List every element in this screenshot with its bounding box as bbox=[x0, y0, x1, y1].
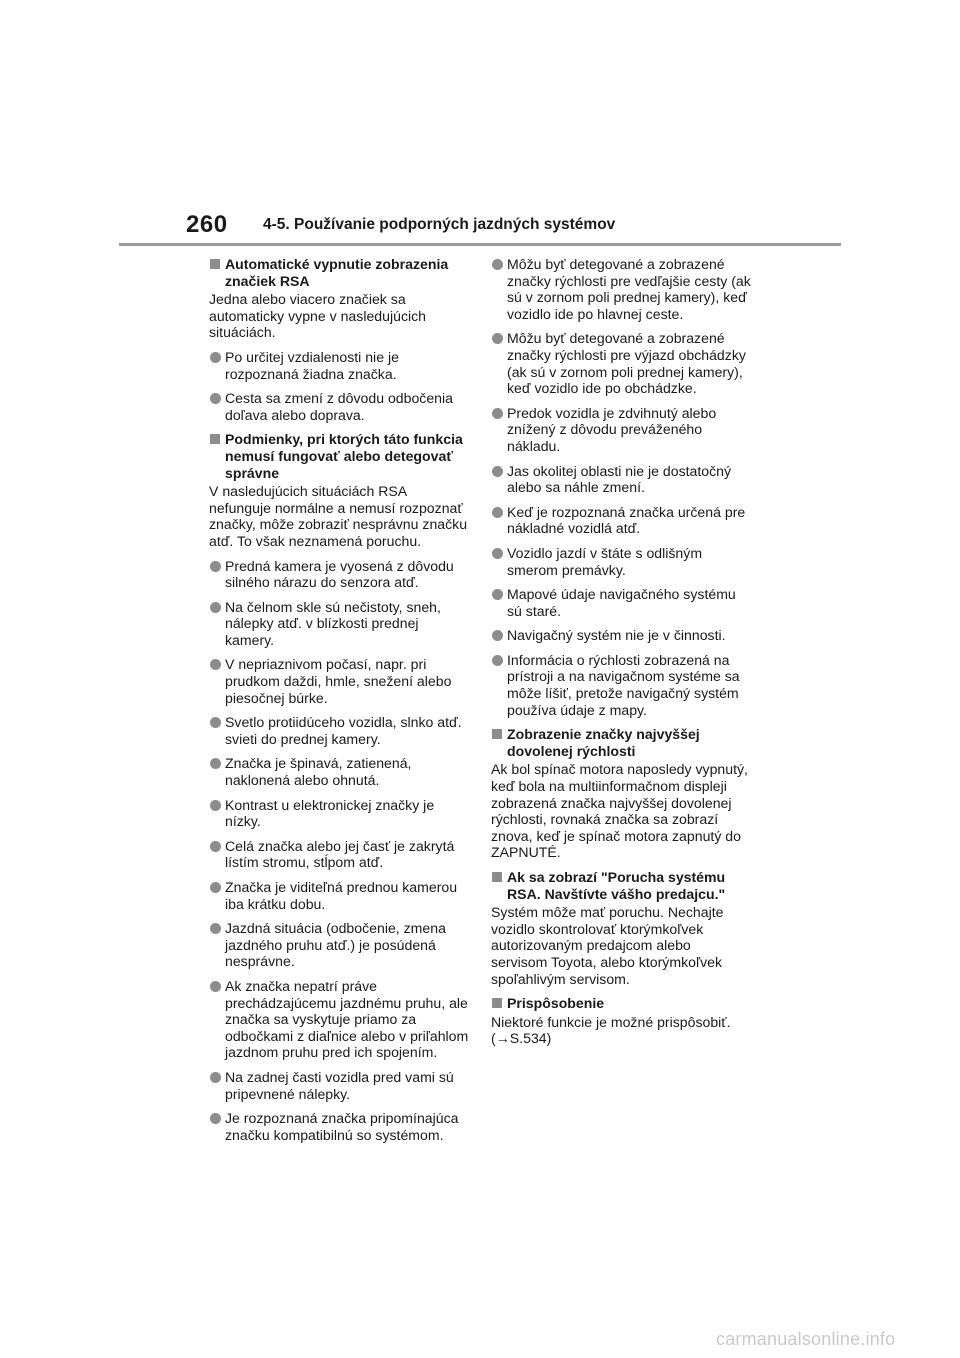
circle-bullet-icon bbox=[492, 333, 503, 344]
bullet-item bbox=[491, 545, 751, 578]
bullet-item bbox=[491, 405, 751, 455]
circle-bullet-icon bbox=[210, 1113, 221, 1124]
bullet-text: Je rozpoznaná značka pripomínajúca značku kompatibilnú so systémom. bbox=[225, 1110, 459, 1143]
section-heading bbox=[491, 726, 751, 759]
bullet-text: Môžu byť detegované a zobrazené značky rýchlosti pre výjazd obchádzky (ak sú v zornom poli prednej kamery), keď vozidlo ide po obchádzke. bbox=[507, 330, 746, 397]
heading-text: Podmienky, pri ktorých táto funkcia nemusí fungovať alebo detegovať správne bbox=[225, 431, 463, 481]
square-bullet-icon bbox=[210, 259, 220, 269]
circle-bullet-icon bbox=[492, 548, 503, 559]
bullet-item bbox=[491, 463, 751, 496]
bullet-text: Ak značka nepatrí práve prechádzajúcemu jazdnému pruhu, ale značka sa vyskytuje priamo za odbočkami z diaľnice alebo v priľahlom jazdnom pruhu pred ich spojením. bbox=[225, 977, 469, 1061]
bullet-text: Jazdná situácia (odbočenie, zmena jazdného pruhu atď.) je posúdená nesprávne. bbox=[225, 920, 446, 970]
circle-bullet-icon bbox=[210, 393, 221, 404]
circle-bullet-icon bbox=[492, 589, 503, 600]
bullet-item bbox=[209, 390, 469, 423]
circle-bullet-icon bbox=[210, 717, 221, 728]
circle-bullet-icon bbox=[210, 882, 221, 893]
bullet-text: V nepriaznivom počasí, napr. pri prudkom daždi, hmle, snežení alebo piesočnej búrke. bbox=[225, 656, 452, 706]
bullet-text: Jas okolitej oblasti nie je dostatočný alebo sa náhle zmení. bbox=[507, 462, 732, 496]
bullet-item bbox=[209, 838, 469, 871]
para-text: V nasledujúcich situáciách RSA nefunguje normálne a nemusí rozpoznať značky, môže zobraziť nesprávnu značku atď. To však neznamená poruchu. bbox=[209, 483, 468, 549]
bullet-text: Značka je viditeľná prednou kamerou iba krátku dobu. bbox=[225, 879, 458, 912]
circle-bullet-icon bbox=[210, 923, 221, 934]
bullet-item bbox=[209, 797, 469, 830]
section-heading bbox=[209, 256, 469, 289]
bullet-item bbox=[209, 1069, 469, 1102]
heading-text: Zobrazenie značky najvyššej dovolenej rýchlosti bbox=[507, 726, 700, 759]
bullet-item bbox=[491, 330, 751, 396]
circle-bullet-icon bbox=[210, 659, 221, 670]
para-text: Jedna alebo viacero značiek sa automaticky vypne v nasledujúcich situáciách. bbox=[209, 291, 427, 341]
bullet-text: Kontrast u elektronickej značky je nízky. bbox=[225, 796, 435, 830]
bullet-item bbox=[209, 920, 469, 970]
paragraph bbox=[209, 291, 469, 341]
circle-bullet-icon bbox=[210, 800, 221, 811]
square-bullet-icon bbox=[492, 998, 502, 1008]
square-bullet-icon bbox=[492, 729, 502, 739]
para-text: Niektoré funkcie je možné prispôsobiť. (→S.534) bbox=[491, 1013, 731, 1047]
circle-bullet-icon bbox=[492, 259, 503, 270]
circle-bullet-icon bbox=[492, 466, 503, 477]
bullet-text: Predná kamera je vyosená z dôvodu silného nárazu do senzora atď. bbox=[225, 557, 454, 591]
bullet-item bbox=[491, 504, 751, 537]
bullet-text: Svetlo protiidúceho vozidla, slnko atď. svieti do prednej kamery. bbox=[225, 714, 462, 747]
bullet-text: Informácia o rýchlosti zobrazená na prístroji a na navigačnom systéme sa môže líšiť, pretože navigačný systém používa údaje z mapy. bbox=[507, 651, 740, 718]
page-number: 260 bbox=[186, 211, 228, 238]
header-divider bbox=[119, 243, 841, 246]
bullet-text: Keď je rozpoznaná značka určená pre nákladné vozidlá atď. bbox=[507, 503, 746, 537]
bullet-item bbox=[209, 755, 469, 788]
section-title: 4-5. Používanie podporných jazdných systémov bbox=[263, 216, 616, 233]
bullet-text: Po určitej vzdialenosti nie je rozpoznaná žiadna značka. bbox=[225, 348, 399, 382]
bullet-item bbox=[209, 349, 469, 382]
bullet-text: Mapové údaje navigačného systému sú staré. bbox=[507, 586, 736, 619]
bullet-item bbox=[209, 978, 469, 1061]
square-bullet-icon bbox=[492, 872, 502, 882]
heading-text: Automatické vypnutie zobrazenia značiek RSA bbox=[225, 256, 449, 289]
circle-bullet-icon bbox=[492, 408, 503, 419]
paragraph bbox=[491, 904, 751, 987]
bullet-item bbox=[491, 627, 751, 644]
bullet-text: Celá značka alebo jej časť je zakrytá lístím stromu, stĺpom atď. bbox=[225, 837, 455, 871]
bullet-item bbox=[209, 599, 469, 649]
heading-text: Ak sa zobrazí "Porucha systému RSA. Navštívte vášho predajcu." bbox=[507, 869, 726, 902]
bullet-text: Na zadnej časti vozidla pred vami sú pripevnené nálepky. bbox=[225, 1068, 454, 1102]
bullet-item bbox=[209, 558, 469, 591]
bullet-text: Môžu byť detegované a zobrazené značky rýchlosti pre vedľajšie cesty (ak sú v zornom poli prednej kamery), keď vozidlo ide po hlavnej ceste. bbox=[507, 256, 751, 322]
circle-bullet-icon bbox=[210, 981, 221, 992]
circle-bullet-icon bbox=[210, 841, 221, 852]
bullet-item bbox=[491, 652, 751, 718]
paragraph bbox=[491, 761, 751, 861]
bullet-item bbox=[209, 879, 469, 912]
section-heading bbox=[491, 995, 751, 1012]
section-heading bbox=[209, 431, 469, 481]
section-heading bbox=[491, 869, 751, 902]
bullet-item bbox=[491, 586, 751, 619]
left-column bbox=[209, 256, 469, 1151]
watermark: carmanualsonline.info bbox=[716, 1329, 896, 1349]
circle-bullet-icon bbox=[210, 1072, 221, 1083]
bullet-item bbox=[209, 714, 469, 747]
bullet-item bbox=[209, 1110, 469, 1143]
circle-bullet-icon bbox=[492, 507, 503, 518]
right-column bbox=[491, 256, 751, 1055]
circle-bullet-icon bbox=[492, 630, 503, 641]
para-text: Systém môže mať poruchu. Nechajte vozidlo skontrolovať ktorýmkoľvek autorizovaným predajcom alebo servisom Toyota, alebo ktorýmkoľvek spoľahlivým servisom. bbox=[491, 904, 724, 987]
bullet-item bbox=[491, 256, 751, 322]
circle-bullet-icon bbox=[210, 758, 221, 769]
bullet-text: Značka je špinavá, zatienená, naklonená alebo ohnutá. bbox=[225, 755, 412, 789]
circle-bullet-icon bbox=[210, 561, 221, 572]
bullet-text: Na čelnom skle sú nečistoty, sneh, nálepky atď. v blízkosti prednej kamery. bbox=[225, 598, 441, 648]
bullet-text: Vozidlo jazdí v štáte s odlišným smerom premávky. bbox=[507, 544, 703, 578]
circle-bullet-icon bbox=[210, 602, 221, 613]
page-header bbox=[0, 0, 960, 250]
bullet-text: Navigačný systém nie je v činnosti. bbox=[507, 627, 726, 644]
bullet-text: Cesta sa zmení z dôvodu odbočenia doľava alebo doprava. bbox=[225, 390, 453, 423]
heading-text: Prispôsobenie bbox=[507, 995, 605, 1012]
bullet-item bbox=[209, 656, 469, 706]
paragraph bbox=[209, 483, 469, 549]
bullet-text: Predok vozidla je zdvihnutý alebo znížený z dôvodu preváženého nákladu. bbox=[507, 404, 717, 454]
circle-bullet-icon bbox=[210, 352, 221, 363]
circle-bullet-icon bbox=[492, 655, 503, 666]
para-text: Ak bol spínač motora naposledy vypnutý, keď bola na multiinformačnom displeji zobrazená značka najvyššej dovolenej rýchlosti, rovnaká značka sa zobrazí znova, keď je spínač motora zapnutý do ZAPNUTÉ. bbox=[491, 761, 748, 861]
square-bullet-icon bbox=[210, 434, 220, 444]
paragraph bbox=[491, 1014, 751, 1047]
